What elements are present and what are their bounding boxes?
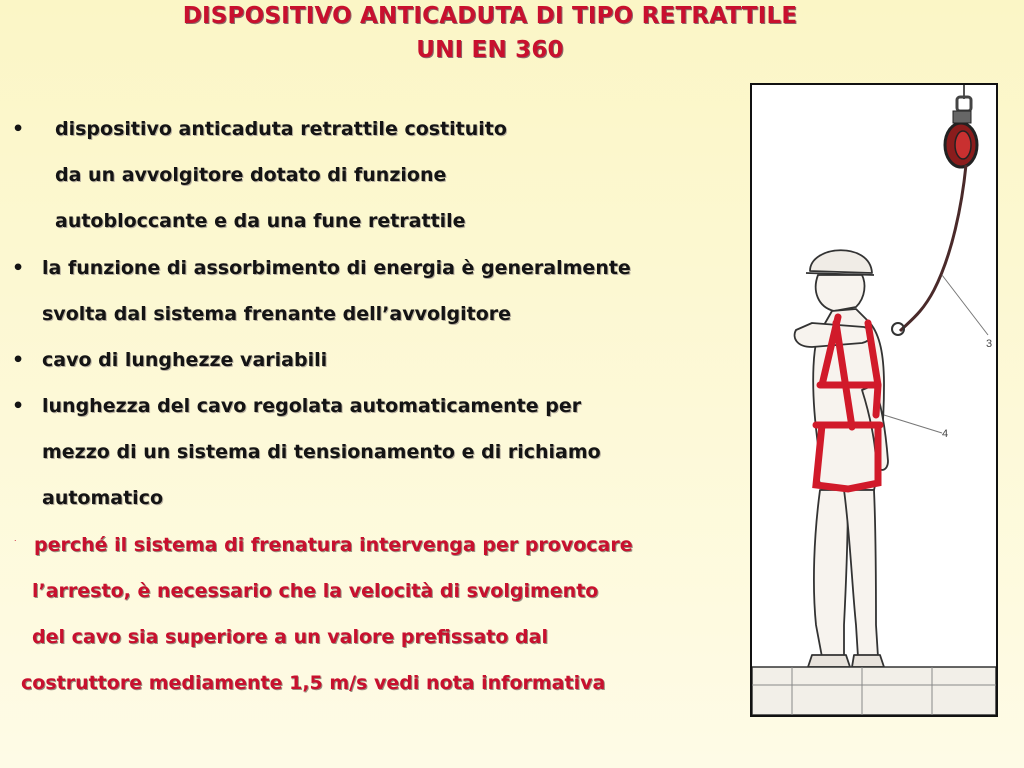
list-item-line: dispositivo anticaduta retrattile costituito — [55, 118, 507, 140]
list-item-line: da un avvolgitore dotato di funzione — [55, 164, 447, 186]
bullet-marker: • — [12, 349, 25, 371]
list-item-line: autobloccante e da una fune retrattile — [55, 210, 466, 232]
retractable-device-illustration — [750, 83, 998, 717]
list-item-line: la funzione di assorbimento di energia è generalmente — [42, 257, 631, 279]
list-item-line: perché il sistema di frenatura intervenga per provocare — [34, 534, 633, 556]
list-item-line: svolta dal sistema frenante dell’avvolgitore — [42, 303, 512, 325]
worker-figure — [795, 250, 888, 667]
retractable-cable — [900, 165, 966, 331]
platform — [752, 667, 996, 715]
list-item-line: automatico — [42, 487, 164, 509]
list-item-line: costruttore mediamente 1,5 m/s vedi nota informativa — [21, 672, 606, 694]
callout-label-4: 4 — [942, 428, 949, 440]
slide-subtitle: UNI EN 360 — [416, 37, 564, 63]
bullet-marker: • — [12, 118, 25, 140]
bullet-marker: • — [12, 395, 25, 417]
list-item-line: mezzo di un sistema di tensionamento e di richiamo — [42, 441, 601, 463]
list-item-line: del cavo sia superiore a un valore prefissato dal — [32, 626, 548, 648]
retractable-reel-icon — [945, 111, 977, 167]
bullet-marker: • — [12, 257, 25, 279]
callout-label-3: 3 — [986, 338, 993, 350]
anchor-point — [957, 85, 971, 111]
bullet-marker: ˙ — [13, 540, 18, 550]
list-item-line: l’arresto, è necessario che la velocità di svolgimento — [32, 580, 599, 602]
slide-title: DISPOSITIVO ANTICADUTA DI TIPO RETRATTILE — [182, 3, 798, 29]
list-item-line: cavo di lunghezze variabili — [42, 349, 328, 371]
worker-harness-drawing — [752, 85, 996, 715]
list-item-line: lunghezza del cavo regolata automaticamente per — [42, 395, 582, 417]
